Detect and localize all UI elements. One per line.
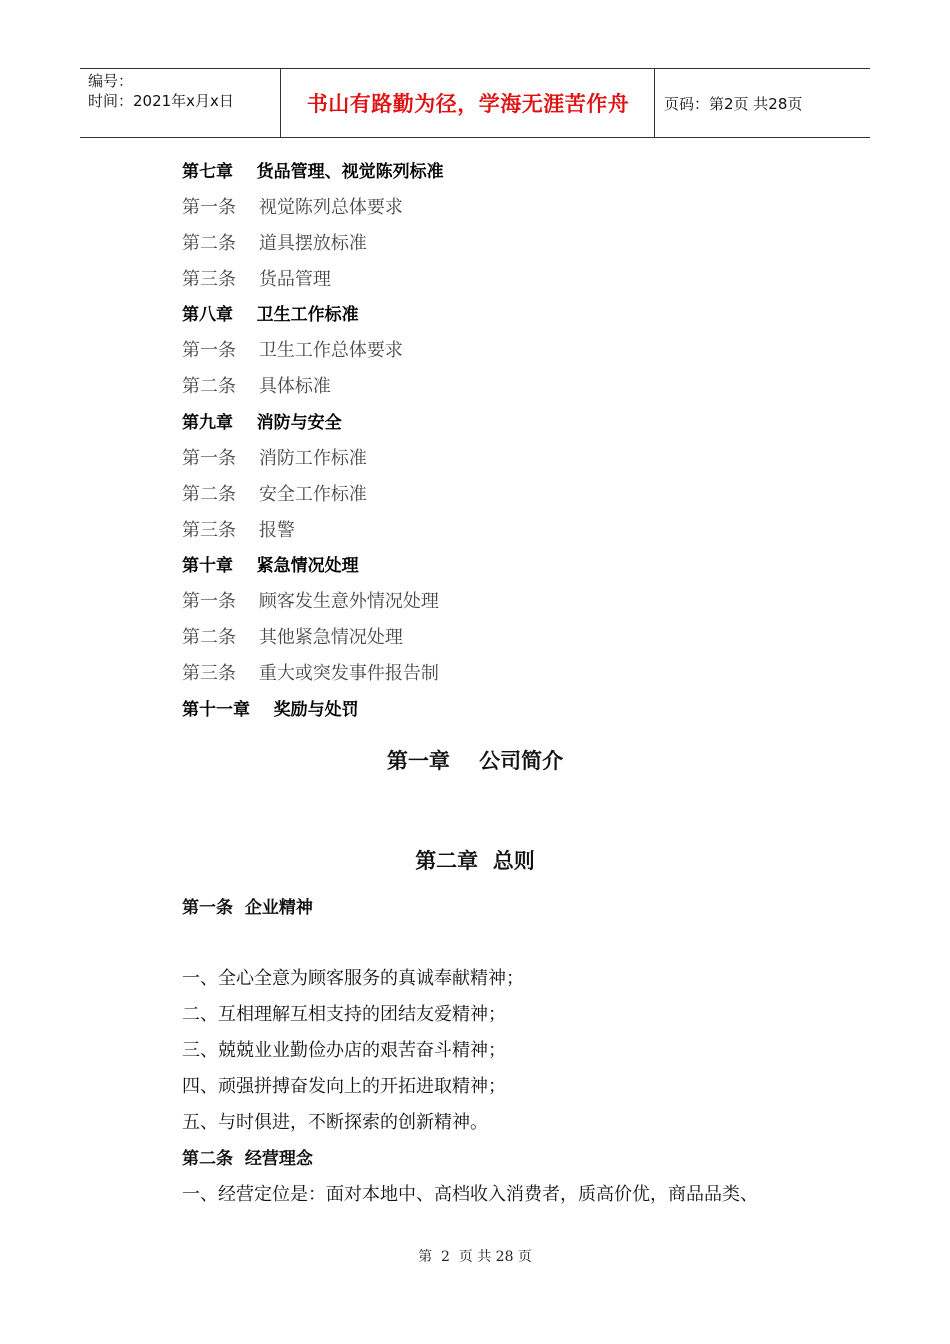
toc-article: 第一条 顾客发生意外情况处理 <box>182 591 439 612</box>
toc-article: 第二条 其他紧急情况处理 <box>182 627 403 648</box>
chapter-2-title: 第二章 总则 <box>415 849 535 873</box>
toc-article: 第三条 报警 <box>182 520 295 541</box>
page-footer: 第 2 页 共 28 页 <box>418 1249 532 1265</box>
toc-article: 第一条 卫生工作总体要求 <box>182 340 403 361</box>
toc-article: 第二条 道具摆放标准 <box>182 233 367 254</box>
toc-chapter-9: 第九章 消防与安全 <box>182 413 342 433</box>
section-title-spirit: 第一条 企业精神 <box>182 898 313 918</box>
toc-chapter-10: 第十章 紧急情况处理 <box>182 556 359 576</box>
document-time-label: 时间：2021年x月x日 <box>88 92 234 110</box>
spirit-item: 二、互相理解互相支持的团结友爱精神； <box>182 1004 506 1025</box>
toc-article: 第二条 安全工作标准 <box>182 484 367 505</box>
header-page-info: 页码：第2页 共28页 <box>664 94 803 113</box>
spirit-item: 一、全心全意为顾客服务的真诚奉献精神； <box>182 968 524 989</box>
toc-chapter-11: 第十一章 奖励与处罚 <box>182 700 359 720</box>
header-meta-cell <box>80 69 281 137</box>
section-title-concept: 第二条 经营理念 <box>182 1149 313 1169</box>
toc-article: 第三条 货品管理 <box>182 269 331 290</box>
spirit-item: 五、与时俱进，不断探索的创新精神。 <box>182 1112 488 1133</box>
concept-line: 一、经营定位是：面对本地中、高档收入消费者，质高价优，商品品类、 <box>182 1184 758 1205</box>
spirit-item: 三、兢兢业业勤俭办店的艰苦奋斗精神； <box>182 1040 506 1061</box>
toc-chapter-7: 第七章 货品管理、视觉陈列标准 <box>182 162 444 182</box>
toc-article: 第二条 具体标准 <box>182 376 331 397</box>
toc-article: 第一条 消防工作标准 <box>182 448 367 469</box>
document-header <box>80 68 870 138</box>
toc-article: 第一条 视觉陈列总体要求 <box>182 197 403 218</box>
spirit-item: 四、顽强拼搏奋发向上的开拓进取精神； <box>182 1076 506 1097</box>
toc-chapter-8: 第八章 卫生工作标准 <box>182 305 359 325</box>
chapter-1-title: 第一章 公司简介 <box>386 749 564 773</box>
document-number-label: 编号： <box>88 72 134 90</box>
toc-article: 第三条 重大或突发事件报告制 <box>182 663 439 684</box>
header-slogan: 书山有路勤为径，学海无涯苦作舟 <box>282 69 655 137</box>
